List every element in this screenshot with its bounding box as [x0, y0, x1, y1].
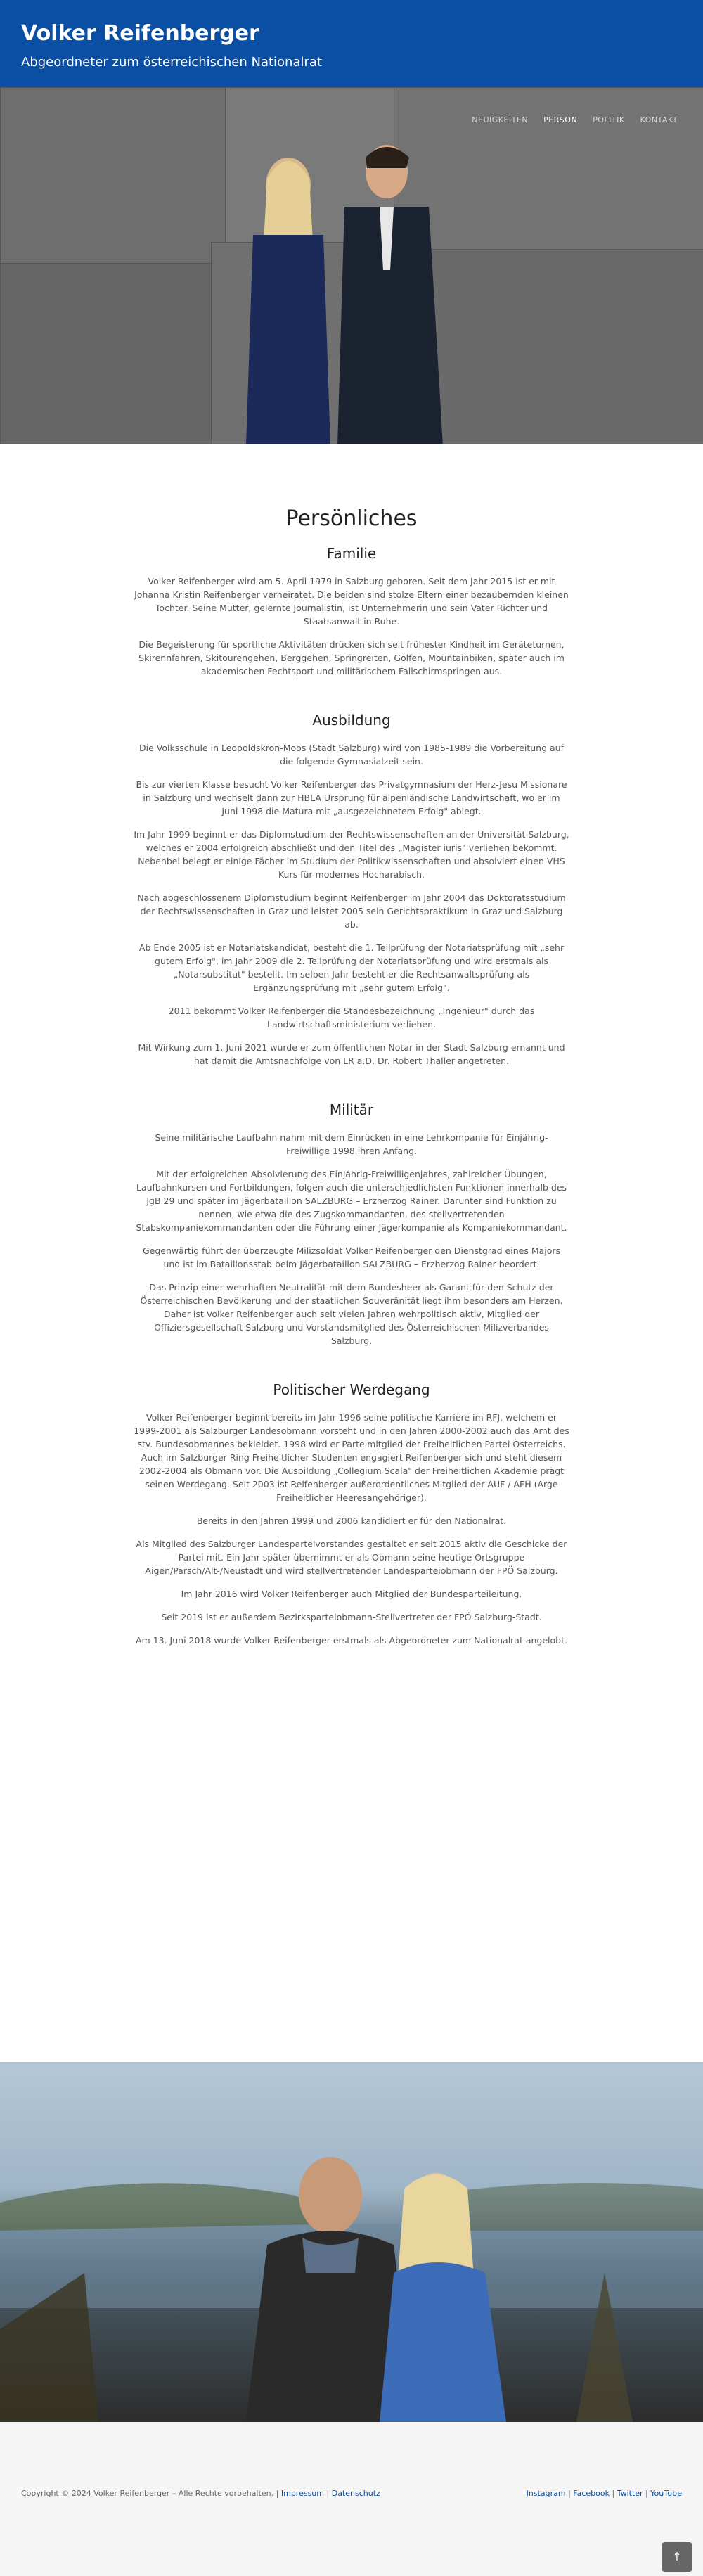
main-content: [134, 506, 569, 1681]
section-militaer: [134, 1101, 569, 1347]
section-heading: Militär: [329, 1101, 374, 1118]
paragraph: Das Prinzip einer wehrhaften Neutralität mit dem Bundesheer als Garant für den Schutz der Österreichischen Bevölkerung und der staatlichen Souveränität liegt ihm besonders am Herzen. Daher ist Volker Reifenberger auch seit vielen Jahren wehrpolitisch aktiv, Mitglied der Offiziersgesellschaft Salzburg und Vorstandsmitglied des Österreichischen Milizverbandes Salzburg.: [140, 1282, 563, 1346]
section-familie: [134, 545, 569, 678]
paragraph: Seit 2019 ist er außerdem Bezirksparteiobmann-Stellvertreter der FPÖ Salzburg-Stadt.: [161, 1612, 542, 1622]
paragraph: Volker Reifenberger wird am 5. April 1979 in Salzburg geboren. Seit dem Jahr 2015 ist er mit Johanna Kristin Reifenberger verheiratet. Die beiden sind stolze Eltern einer bezaubernden kleinen Tochter. Seine Mutter, gelernte Journalistin, ist Unternehmerin und sein Vater Richter und Staatsanwalt in Ruhe.: [134, 576, 569, 627]
site-header: [0, 0, 703, 87]
paragraph: Ab Ende 2005 ist er Notariatskandidat, besteht die 1. Teilprüfung der Notariatsprüfung mit „sehr gutem Erfolg", im Jahr 2009 die 2. Teilprüfung der Notariatsprüfung und wird erstmals als „Notarsubstitut" bestellt. Im selben Jahr besteht er die Rechtsanwaltsprüfung als Ergänzungsprüfung mit „sehr gutem Erfolg".: [138, 942, 565, 993]
paragraph: Im Jahr 1999 beginnt er das Diplomstudium der Rechtswissenschaften an der Universität Salzburg, welches er 2004 erfolgreich abschließt und den Titel des „Magister iuris" verliehen bekommt. Nebenbei belegt er einige Fächer im Studium der Politikwissenschaften und absolviert einen VHS Kurs für modernes Hocharabisch.: [134, 829, 569, 880]
social-links: Instagram | Facebook | Twitter | YouTube: [526, 2489, 682, 2498]
nav-item-politik[interactable]: POLITIK: [593, 115, 625, 124]
copyright: Copyright © 2024 Volker Reifenberger – Alle Rechte vorbehalten. | Impressum | Datenschutz: [21, 2489, 380, 2498]
site-title[interactable]: Volker Reifenberger: [21, 21, 259, 46]
section-heading: Familie: [326, 545, 377, 562]
page-title: Persönliches: [285, 506, 418, 531]
section-heading: Politischer Werdegang: [273, 1381, 430, 1398]
impressum-link[interactable]: Impressum: [280, 2489, 324, 2498]
paragraph: Mit Wirkung zum 1. Juni 2021 wurde er zum öffentlichen Notar in der Stadt Salzburg ernannt und hat damit die Amtsnachfolge von LR a.D. Dr. Robert Thaller angetreten.: [138, 1042, 565, 1066]
paragraph: Seine militärische Laufbahn nahm mit dem Einrücken in eine Lehrkompanie für Einjährig-Freiwillige 1998 ihren Anfang.: [155, 1132, 548, 1156]
paragraph: 2011 bekommt Volker Reifenberger die Standesbezeichnung „Ingenieur" durch das Landwirtschaftsministerium verliehen.: [168, 1006, 535, 1030]
paragraph: Mit der erfolgreichen Absolvierung des Einjährig-Freiwilligenjahres, zahlreicher Übungen, Laufbahnkursen und Fortbildungen, folgen auch die unterschiedlichsten Funktionen innerhalb des JgB 29 und später im Jägerbataillon SALZBURG – Erzherzog Rainer. Darunter sind Funktion zu nennen, wie etwa die des Zugskommandanten, des stellvertretenden Stabskompaniekommandanten oder die Führung einer Jägerkompanie als Kompaniekommandant.: [136, 1169, 567, 1233]
paragraph: Die Begeisterung für sportliche Aktivitäten drücken sich seit frühester Kindheit im Geräteturnen, Skirennfahren, Skitourengehen, Berggehen, Springreiten, Golfen, Mountainbiken, später auch im akademischen Fechtsport und militärischem Fallschirmspringen aus.: [138, 639, 565, 677]
site-tagline: Abgeordneter zum österreichischen Nationalrat: [21, 55, 322, 70]
paragraph: Im Jahr 2016 wird Volker Reifenberger auch Mitglied der Bundesparteileitung.: [181, 1589, 522, 1599]
nav-item-person[interactable]: PERSON: [543, 115, 578, 124]
facebook-link[interactable]: Facebook: [573, 2489, 610, 2498]
section-politischer-werdegang: [134, 1381, 569, 1647]
couple-photo: [225, 129, 478, 444]
paragraph: Nach abgeschlossenem Diplomstudium beginnt Reifenberger im Jahr 2004 das Doktoratsstudium der Rechtswissenschaften in Graz und leistet 2005 sein Gerichtspraktikum in Graz und Salzburg ab.: [137, 892, 566, 930]
datenschutz-link[interactable]: Datenschutz: [331, 2489, 380, 2498]
instagram-link[interactable]: Instagram: [526, 2489, 566, 2498]
copyright-text: Copyright © 2024 Volker Reifenberger – Alle Rechte vorbehalten.: [21, 2489, 274, 2498]
paragraph: Am 13. Juni 2018 wurde Volker Reifenberger erstmals als Abgeordneter zum Nationalrat angelobt.: [136, 1635, 567, 1646]
lake-photo: [0, 2062, 703, 2422]
twitter-link[interactable]: Twitter: [617, 2489, 643, 2498]
arrow-up-icon: ↑: [672, 2550, 682, 2563]
paragraph: Volker Reifenberger beginnt bereits im Jahr 1996 seine politische Karriere im RFJ, welchem er 1999-2001 als Salzburger Landesobmann vorsteht und in den Jahren 2000-2002 auch das Amt des stv. Bundesobmannes bekleidet. 1998 wird er Parteimitglied der Freiheitlichen Partei Österreichs. Auch im Salzburger Ring Freiheitlicher Studenten engagiert Reifenberger sich und steht diesem 2002-2004 als Obmann vor. Die Ausbildung „Collegium Scala" der Freiheitlichen Akademie prägt seinen Werdegang. Seit 2003 ist Reifenberger außerordentliches Mitglied der AUF / AFH (Arge Freiheitlicher Heeresangehöriger).: [134, 1412, 569, 1503]
section-heading: Ausbildung: [312, 712, 391, 729]
nav-item-kontakt[interactable]: KONTAKT: [640, 115, 678, 124]
site-footer: [0, 2422, 703, 2576]
paragraph: Bereits in den Jahren 1999 und 2006 kandidiert er für den Nationalrat.: [196, 1516, 507, 1526]
paragraph: Als Mitglied des Salzburger Landesparteivorstandes gestaltet er seit 2015 aktiv die Geschicke der Partei mit. Ein Jahr später übernimmt er als Obmann seine heutige Ortsgruppe Aigen/Parsch/Alt-/Neustadt und wird stellvertretender Landesparteiobmann der FPÖ Salzburg.: [136, 1539, 567, 1576]
section-ausbildung: [134, 712, 569, 1068]
paragraph: Bis zur vierten Klasse besucht Volker Reifenberger das Privatgymnasium der Herz-Jesu Missionare in Salzburg und wechselt dann zur HBLA Ursprung für alpenländische Landwirtschaft, wo er im Juni 1998 die Matura mit „ausgezeichnetem Erfolg" ablegt.: [136, 779, 567, 816]
main-nav: [472, 115, 678, 124]
hero-image: [0, 87, 703, 444]
paragraph: Die Volksschule in Leopoldskron-Moos (Stadt Salzburg) wird von 1985-1989 die Vorbereitung auf die folgende Gymnasialzeit sein.: [139, 743, 564, 767]
paragraph: Gegenwärtig führt der überzeugte Milizsoldat Volker Reifenberger den Dienstgrad eines Majors und ist im Bataillonsstab beim Jägerbataillon SALZBURG – Erzherzog Rainer beordert.: [142, 1245, 561, 1269]
youtube-link[interactable]: YouTube: [650, 2489, 682, 2498]
scroll-to-top-button[interactable]: [662, 2542, 692, 2572]
nav-item-neuigkeiten[interactable]: NEUIGKEITEN: [472, 115, 529, 124]
